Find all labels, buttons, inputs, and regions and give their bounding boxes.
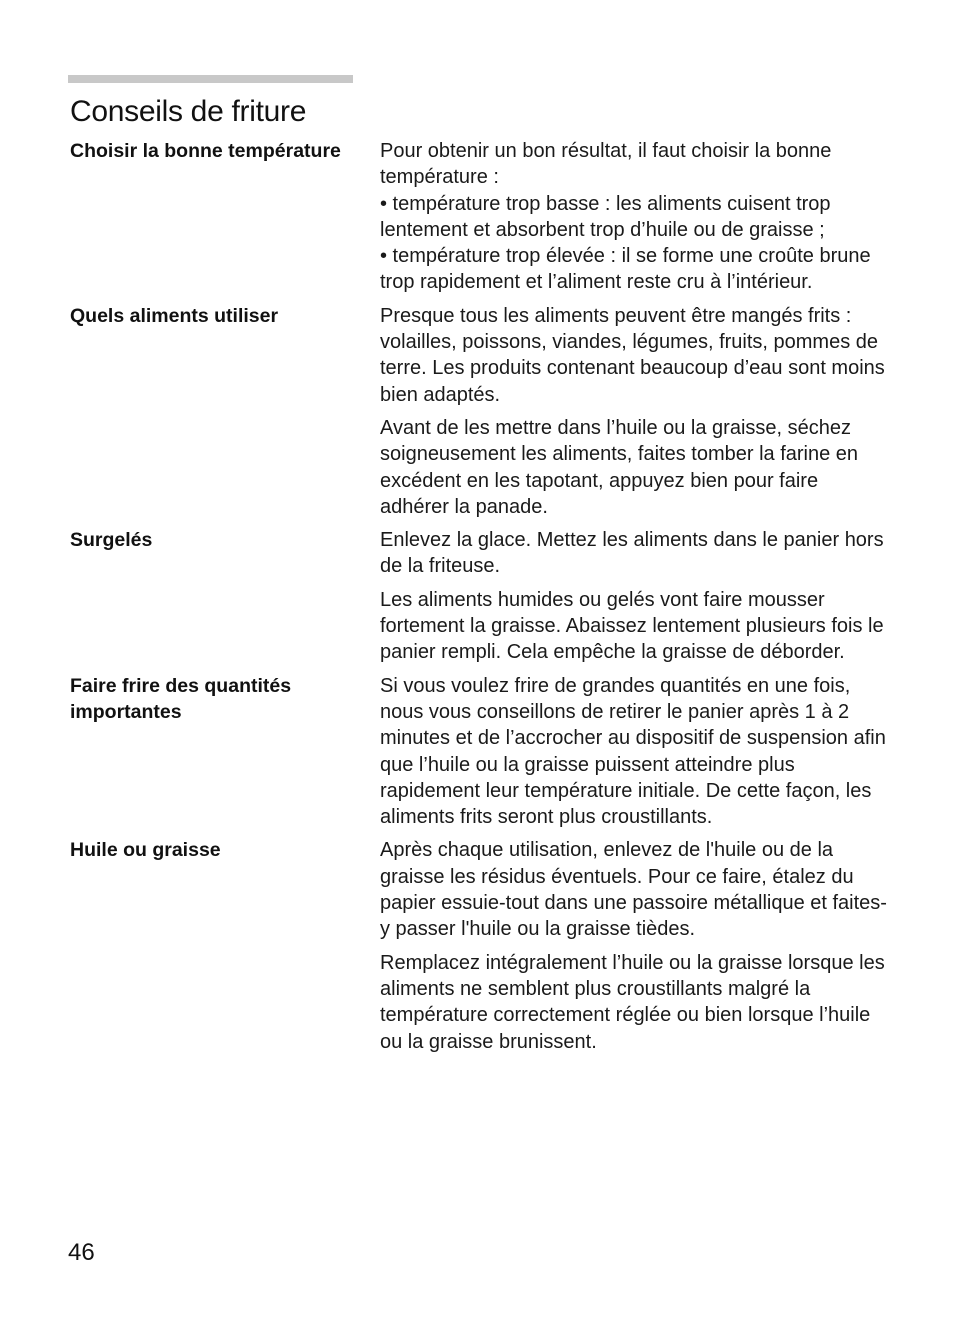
- paragraph-text: Enlevez la glace. Mettez les aliments dans le panier hors de la friteuse.: [380, 529, 884, 578]
- section-paragraph: [380, 587, 890, 666]
- section-paragraph: [380, 837, 890, 942]
- section-body: [380, 303, 890, 527]
- section-body: [380, 138, 890, 303]
- section-body: [380, 837, 890, 1061]
- section-row: [70, 138, 890, 303]
- section-row: [70, 837, 890, 1061]
- section-body: [380, 527, 890, 672]
- section-label: Choisir la bonne température: [70, 140, 341, 162]
- section-paragraph: [380, 303, 890, 408]
- paragraph-text: Pour obtenir un bon résultat, il faut choisir la bonne température :: [380, 140, 832, 189]
- sections-list: [70, 138, 890, 1062]
- section-paragraph: [380, 950, 890, 1055]
- section-label: Faire frire des quantités importantes: [70, 674, 292, 723]
- paragraph-text: Si vous voulez frire de grandes quantités en une fois, nous vous conseillons de retirer le panier après 1 à 2 minutes et de l’accrocher au dispositif de suspension afin que l’huile ou la graisse puissent atteindre plus rapidement leur température initiale. De cette façon, les aliments frits seront plus croustillants.: [380, 674, 886, 829]
- section-paragraph: [380, 415, 890, 520]
- section-paragraph: [380, 527, 890, 580]
- page-number: 46: [68, 1239, 95, 1266]
- page-title: Conseils de friture: [70, 95, 307, 128]
- section-paragraph: [380, 138, 890, 296]
- paragraph-text: Après chaque utilisation, enlevez de l'huile ou de la graisse les résidus éventuels. Pour ce faire, étalez du papier essuie-tout dans une passoire métallique et faites-y passer l'huile ou la graisse tièdes.: [380, 839, 887, 941]
- section-row: [70, 673, 890, 838]
- section-row: [70, 527, 890, 672]
- paragraph-text: • température trop élevée : il se forme une croûte brune trop rapidement et l’aliment reste cru à l’intérieur.: [380, 245, 871, 294]
- section-row: [70, 303, 890, 527]
- section-label: Huile ou graisse: [70, 839, 221, 862]
- section-label: Surgelés: [70, 529, 153, 552]
- section-paragraph: [380, 673, 890, 831]
- paragraph-text: Avant de les mettre dans l’huile ou la graisse, séchez soigneusement les aliments, faites tomber la farine en excédent en les tapotant, appuyez bien pour faire adhérer la panade.: [380, 416, 859, 518]
- section-label: Quels aliments utiliser: [70, 304, 279, 327]
- section-body: [380, 673, 890, 838]
- paragraph-text: Les aliments humides ou gelés vont faire mousser fortement la graisse. Abaissez lentement plusieurs fois le panier rempli. Cela empêche la graisse de déborder.: [380, 588, 884, 664]
- paragraph-text: Remplacez intégralement l’huile ou la graisse lorsque les aliments ne semblent plus croustillants malgré la température correctement réglée ou bien lorsque l’huile ou la graisse brunissent.: [380, 951, 885, 1053]
- title-rule: [68, 75, 353, 83]
- paragraph-text: Presque tous les aliments peuvent être mangés frits : volailles, poissons, viandes, légumes, fruits, pommes de terre. Les produits contenant beaucoup d’eau sont moins bien adaptés.: [380, 304, 885, 406]
- paragraph-text: • température trop basse : les aliments cuisent trop lentement et absorbent trop d’huile ou de graisse ;: [380, 192, 831, 241]
